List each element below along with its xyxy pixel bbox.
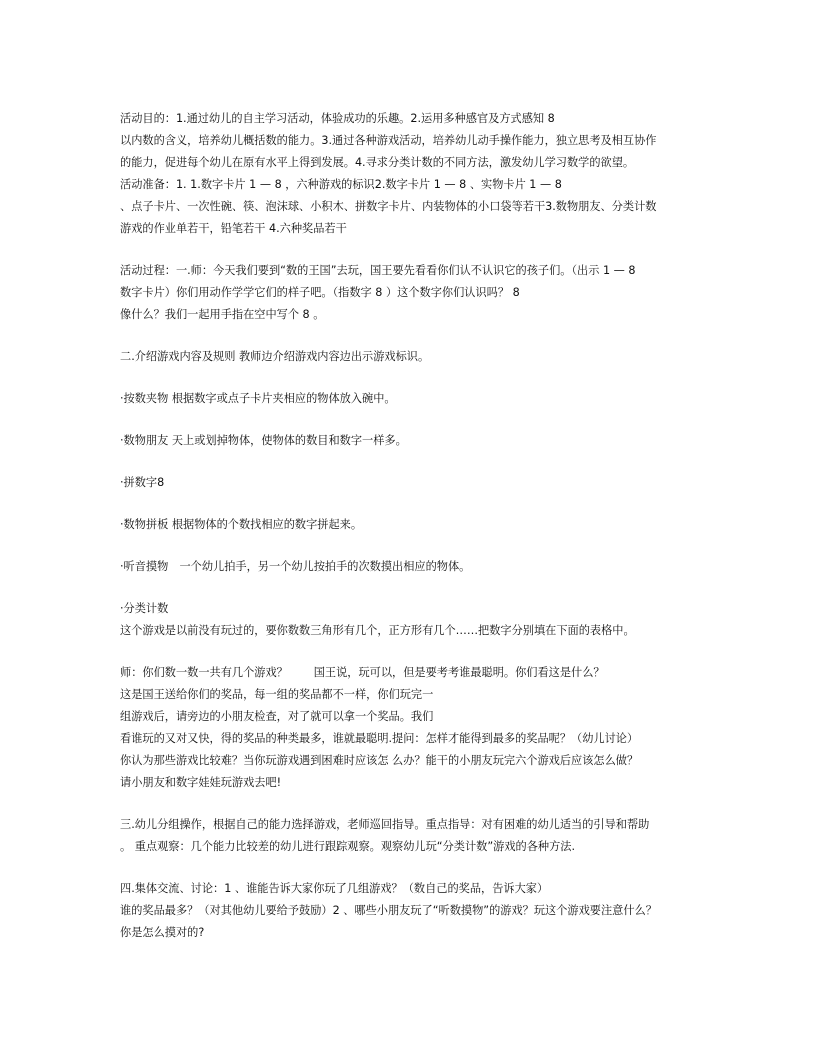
text-line: 这个游戏是以前没有玩过的，要你数数三角形有几个，正方形有几个……把数字分别填在下面的表格中。 — [120, 624, 635, 637]
text-line: 请小朋友和数字娃娃玩游戏去吧! — [120, 776, 282, 789]
text-line: 以内数的含义，培养幼儿概括数的能力。3.通过各种游戏活动，培养幼儿动手操作能力，独立思考及相互协作 — [120, 134, 657, 147]
section-heading: 四.集体交流、讨论：1 、谁能告诉大家你玩了几组游戏？（数自己的奖品，告诉大家） — [120, 882, 549, 895]
text-line: 游戏的作业单若干，铅笔若干 4.六种奖品若干 — [120, 222, 347, 235]
text-line: 数字卡片）你们用动作学学它们的样子吧。（指数字 8 ）这个数字你们认识吗？ 8 — [120, 286, 520, 299]
text-line: 组游戏后，请旁边的小朋友检查，对了就可以拿一个奖品。我们 — [120, 710, 434, 723]
text-line: 活动目的：1.通过幼儿的自主学习活动，体验成功的乐趣。2.运用多种感官及方式感知 8 — [120, 112, 555, 125]
list-item: ·数物拼板 根据物体的个数找相应的数字拼起来。 — [120, 518, 363, 531]
text-line: 这是国王送给你们的奖品，每一组的奖品都不一样，你们玩完一 — [120, 688, 434, 701]
list-item: ·数物朋友 天上或划掉物体，使物体的数目和数字一样多。 — [120, 434, 407, 447]
text-line: 、点子卡片、一次性碗、筷、泡沫球、小积木、拼数字卡片、内装物体的小口袋等若干3.数物朋友、分类计数 — [120, 200, 657, 213]
text-line: 活动准备：1. 1.数字卡片 1 — 8 ，六种游戏的标识2.数字卡片 1 — 8 、实物卡片 1 — 8 — [120, 178, 562, 191]
text-line: 你认为那些游戏比较难？当你玩游戏遇到困难时应该怎 么办？能干的小朋友玩完六个游戏后应该怎么做？ — [120, 754, 639, 767]
section-heading: 二.介绍游戏内容及规则 教师边介绍游戏内容边出示游戏标识。 — [120, 350, 430, 363]
text-line: 的能力，促进每个幼儿在原有水平上得到发展。4.寻求分类计数的不同方法，激发幼儿学习数学的欲望。 — [120, 156, 635, 169]
text-line: 师：你们数一数一共有几个游戏？ 国王说，玩可以，但是要考考谁最聪明。你们看这是什么？ — [120, 666, 605, 679]
text-line: 谁的奖品最多？（对其他幼儿要给予鼓励）2 、哪些小朋友玩了“听数摸物”的游戏？玩这个游戏要注意什么？ — [120, 904, 657, 917]
section-heading: 三.幼儿分组操作，根据自己的能力选择游戏，老师巡回指导。重点指导：对有困难的幼儿适当的引导和帮助 — [120, 818, 650, 831]
list-item: ·分类计数 — [120, 602, 169, 615]
text-line: 。 重点观察：几个能力比较差的幼儿进行跟踪观察。观察幼儿玩“分类计数”游戏的各种方法. — [120, 840, 576, 853]
text-line: 像什么？我们一起用手指在空中写个 8 。 — [120, 308, 325, 321]
text-line: 你是怎么摸对的? — [120, 926, 205, 939]
list-item: ·听音摸物 一个幼儿拍手，另一个幼儿按拍手的次数摸出相应的物体。 — [120, 560, 471, 573]
list-item: ·拼数字8 — [120, 476, 165, 489]
text-line: 活动过程：一.师：今天我们要到“数的王国”去玩，国王要先看看你们认不认识它的孩子们。（出示 1 — 8 — [120, 264, 636, 277]
text-line: 看谁玩的又对又快，得的奖品的种类最多，谁就最聪明.提问：怎样才能得到最多的奖品呢？（幼儿讨论） — [120, 732, 639, 745]
list-item: ·按数夹物 根据数字或点子卡片夹相应的物体放入碗中。 — [120, 392, 396, 405]
